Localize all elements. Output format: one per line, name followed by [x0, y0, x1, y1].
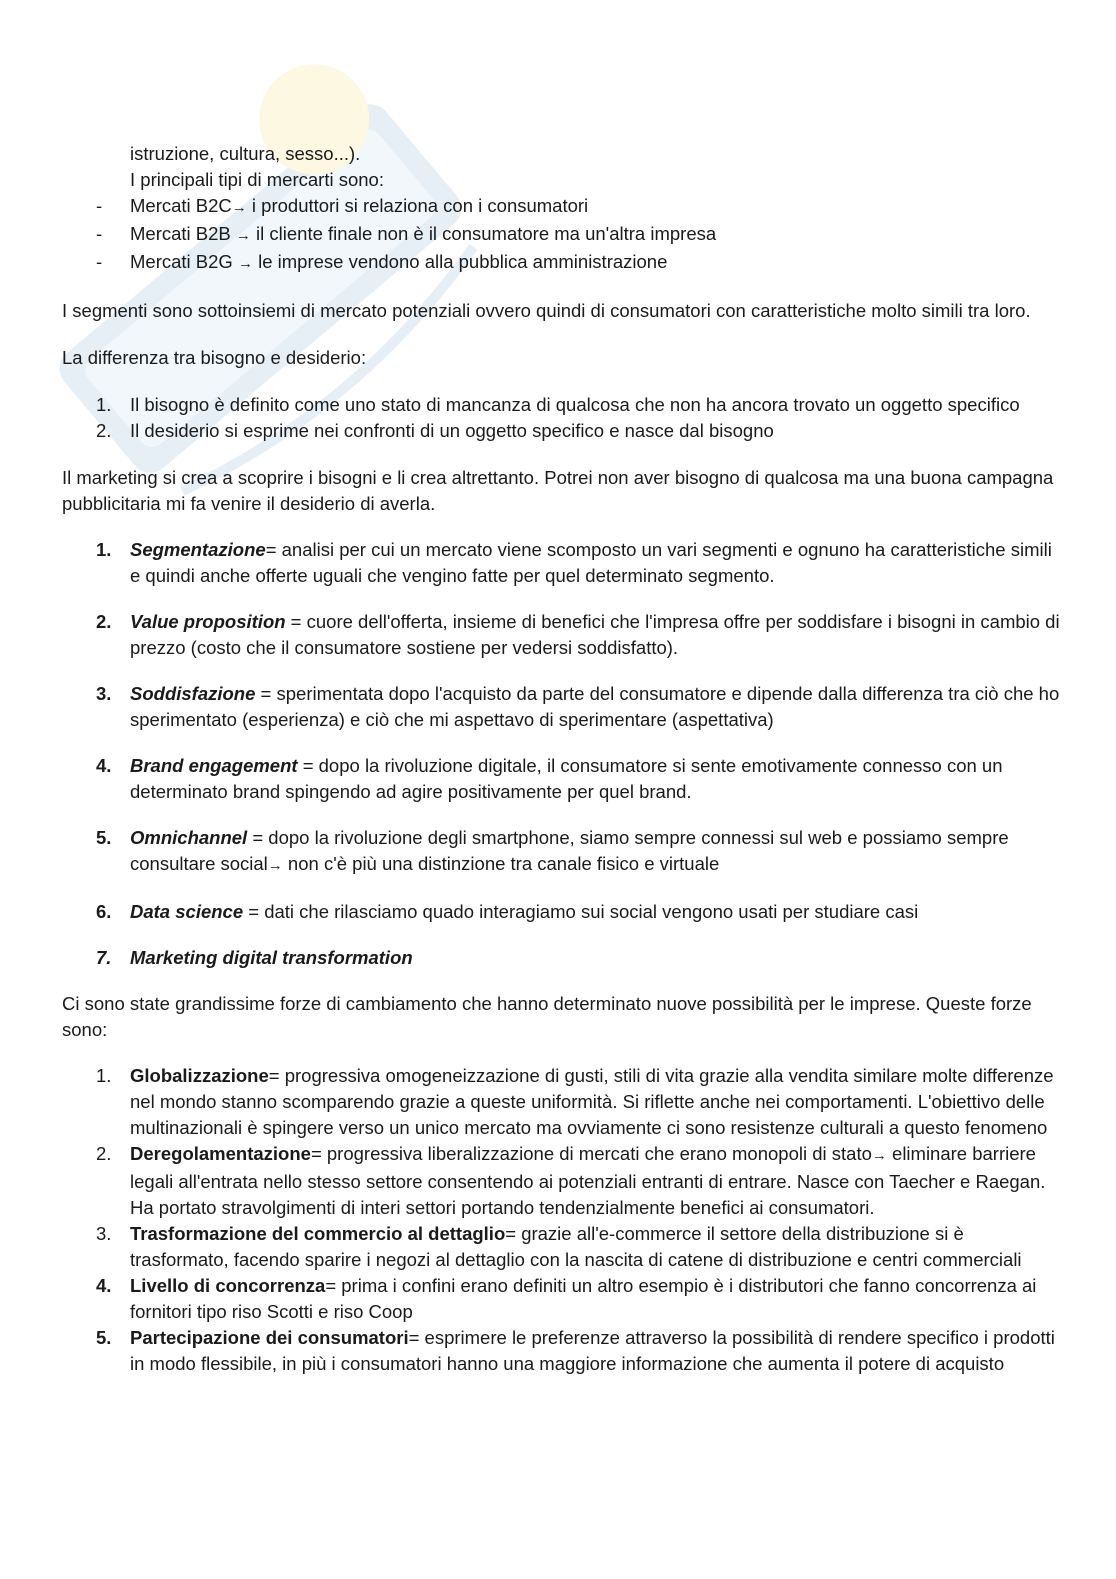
concept-term: Omnichannel	[130, 827, 248, 848]
difference-list	[62, 392, 1062, 444]
document-body	[62, 141, 1062, 1377]
forces-list	[62, 1063, 1062, 1377]
intro-line-2: I principali tipi di mercarti sono:	[130, 169, 384, 190]
arrow-right-icon: →	[871, 1147, 887, 1164]
force-term: Globalizzazione	[130, 1065, 269, 1086]
list-item: 6. Data science = dati che rilasciamo quado interagiamo sui social vengono usati per studiare casi	[96, 901, 919, 922]
forces-paragraph: Ci sono state grandissime forze di cambiamento che hanno determinato nuove possibilità per le imprese. Queste forze sono:	[62, 993, 1032, 1040]
list-item: 4. Brand engagement = dopo la rivoluzione digitale, il consumatore si sente emotivamente connesso con un determinato brand spingendo ad agire positivamente per quel brand.	[96, 755, 1003, 802]
list-item: 1. Segmentazione= analisi per cui un mercato viene scomposto un vari segmenti e ognuno ha caratteristiche simili e quindi anche offerte uguali che vengino fatte per quel determinato segmento.	[96, 539, 1052, 586]
list-item: 5. Omnichannel = dopo la rivoluzione degli smartphone, siamo sempre connessi sul web e possiamo sempre consultare social→ non c'è più una distinzione tra canale fisico e virtuale	[96, 827, 1009, 874]
force-term: Livello di concorrenza	[130, 1275, 326, 1296]
marketing-paragraph: Il marketing si crea a scoprire i bisogni e li crea altrettanto. Potrei non aver bisogno di qualcosa ma una buona campagna pubblicitaria mi fa venire il desiderio di averla.	[62, 467, 1054, 514]
force-term: Deregolamentazione	[130, 1143, 311, 1164]
concept-term: Brand engagement	[130, 755, 298, 776]
arrow-right-icon: →	[267, 857, 283, 874]
concept-term: Soddisfazione	[130, 683, 256, 704]
difference-heading: La differenza tra bisogno e desiderio:	[62, 347, 367, 368]
list-item: 3. Soddisfazione = sperimentata dopo l'acquisto da parte del consumatore e dipende dalla differenza tra ciò che ho sperimentato (esperienza) e ciò che mi aspettavo di sperimentare (aspettativa)	[96, 683, 1060, 730]
list-item: 4. Livello di concorrenza= prima i confini erano definiti un altro esempio è i distributori che fanno concorrenza ai fornitori tipo riso Scotti e riso Coop	[96, 1275, 1037, 1322]
segments-paragraph: I segmenti sono sottoinsiemi di mercato potenziali ovvero quindi di consumatori con caratteristiche molto simili tra loro.	[62, 300, 1031, 321]
concept-term: Segmentazione	[130, 539, 266, 560]
arrow-right-icon: →	[235, 227, 251, 244]
arrow-right-icon: →	[237, 255, 253, 272]
concepts-list	[62, 537, 1062, 971]
list-item: 2. Il desiderio si esprime nei confronti di un oggetto specifico e nasce dal bisogno	[96, 420, 774, 441]
bullet-dash: -	[96, 223, 103, 244]
arrow-right-icon: →	[231, 199, 247, 216]
list-item: 2. Value proposition = cuore dell'offerta, insieme di benefici che l'impresa offre per soddisfare i bisogni in cambio di prezzo (costo che il consumatore sostiene per vedersi soddisfatto).	[96, 611, 1060, 658]
list-item: - Mercati B2B → il cliente finale non è il consumatore ma un'altra impresa	[62, 221, 1062, 249]
bullet-dash: -	[96, 195, 103, 216]
markets-list	[62, 193, 1062, 277]
list-item: - Mercati B2C→ i produttori si relaziona con i consumatori	[62, 193, 1062, 221]
intro-line-1: istruzione, cultura, sesso...).	[130, 143, 361, 164]
list-item: 1. Il bisogno è definito come uno stato di mancanza di qualcosa che non ha ancora trovato un oggetto specifico	[96, 394, 1020, 415]
list-item: 7. Marketing digital transformation	[96, 947, 413, 968]
concept-term: Data science	[130, 901, 244, 922]
concept-term: Value proposition	[130, 611, 286, 632]
list-item: - Mercati B2G → le imprese vendono alla pubblica amministrazione	[62, 249, 1062, 277]
concept-term: Marketing digital transformation	[130, 947, 413, 968]
bullet-dash: -	[96, 251, 103, 272]
force-term: Trasformazione del commercio al dettaglio	[130, 1223, 506, 1244]
list-item: 2. Deregolamentazione= progressiva liberalizzazione di mercati che erano monopoli di stato→ eliminare barriere legali all'entrata nello stesso settore consentendo ai potenziali entranti di entrare. Nasce con Taecher e Raegan. Ha portato stravolgimenti di interi settori portando tendenzialmente benefici ai consumatori.	[96, 1143, 1046, 1218]
list-item: 5. Partecipazione dei consumatori= esprimere le preferenze attraverso la possibilità di rendere specifico i prodotti in modo flessibile, in più i consumatori hanno una maggiore informazione che aumenta il potere di acquisto	[96, 1327, 1055, 1374]
list-item: 3. Trasformazione del commercio al dettaglio= grazie all'e-commerce il settore della distribuzione si è trasformato, facendo sparire i negozi al dettaglio con la nascita di catene di distribuzione e centri commerciali	[96, 1223, 1022, 1270]
list-item: 1. Globalizzazione= progressiva omogeneizzazione di gusti, stili di vita grazie alla vendita similare molte differenze nel mondo stanno scomparendo grazie a queste uniformità. Si riflette anche nei comportamenti. L'obiettivo delle multinazionali è spingere verso un unico mercato ma ovviamente ci sono resistenze culturali a questo fenomeno	[96, 1065, 1054, 1138]
force-term: Partecipazione dei consumatori	[130, 1327, 409, 1348]
